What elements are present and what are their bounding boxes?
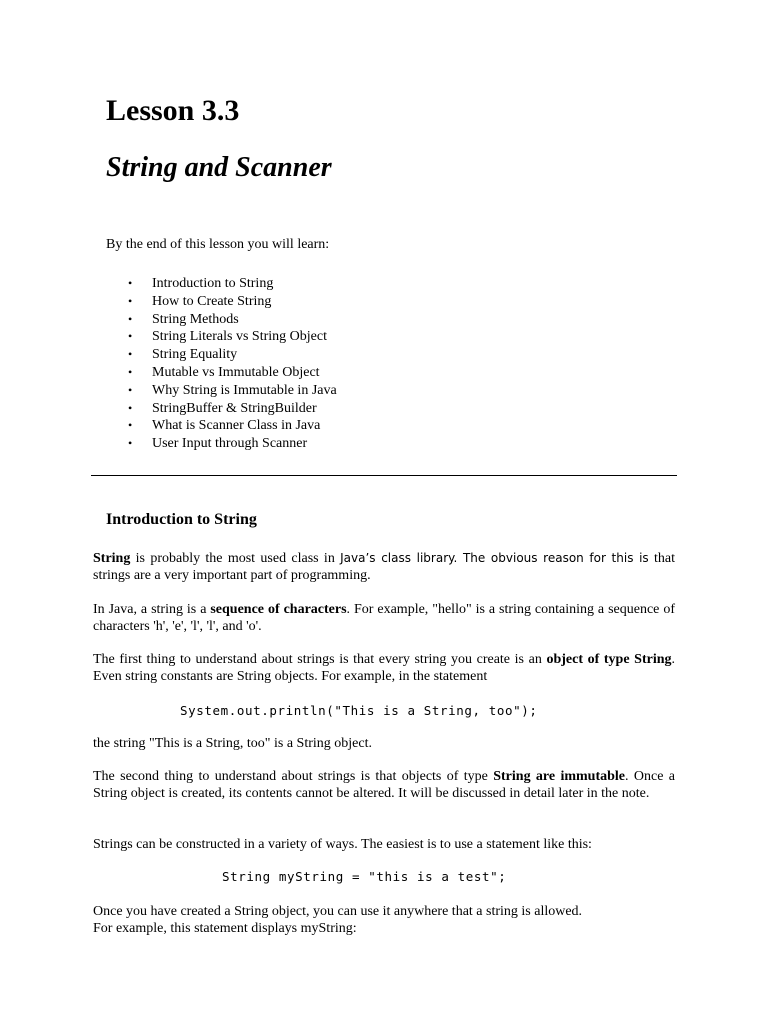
paragraph-3: The first thing to understand about strings is that every string you create is an object of type String. Even string constants are String objects. For example, in the statement [93,652,675,684]
list-item [128,400,337,418]
list-item [128,275,337,293]
list-item-label: Introduction to String [152,276,274,291]
bold-term: object of type String [546,652,672,667]
bold-term: String [93,551,131,566]
code-snippet: System.out.println("This is a String, too"); [180,703,538,718]
paragraph-7: Once you have created a String object, you can use it anywhere that a string is allowed. For example, this statement displays myString: [93,904,583,936]
list-item-label: Why String is Immutable in Java [152,382,337,398]
bullet-icon: • [128,276,133,290]
bullet-icon: • [128,436,133,451]
section-heading: Introduction to String [106,511,257,528]
paragraph-4: the string "This is a String, too" is a String object. [93,736,372,751]
list-item [128,311,337,329]
list-item [128,417,337,435]
bullet-icon: • [128,382,133,397]
bullet-icon: • [128,293,133,308]
list-item [128,364,337,382]
bullet-icon: • [128,311,133,326]
list-item-label: StringBuffer & StringBuilder [152,400,317,416]
paragraph-2: In Java, a string is a sequence of characters. For example, "hello" is a string containing a sequence of characters 'h', 'e', 'l', 'l', and 'o'. [93,602,675,634]
list-item [128,293,337,311]
lesson-title: Lesson 3.3 [106,94,240,127]
horizontal-divider [91,475,677,476]
bold-term: sequence of characters [210,602,347,617]
bold-term: String are immutable [493,769,626,784]
lesson-subtitle: String and Scanner [106,152,332,183]
list-item-label: What is Scanner Class in Java [152,418,321,434]
paragraph-5: The second thing to understand about strings is that objects of type String are immutable. Once a String object is created, its contents cannot be altered. It will be discussed in detail later in the note. [93,769,675,801]
paragraph-6: Strings can be constructed in a variety of ways. The easiest is to use a statement like this: [93,837,592,852]
list-item-label: String Literals vs String Object [152,329,327,345]
bullet-icon: • [128,418,133,433]
code-snippet: String myString = "this is a test"; [222,869,507,884]
list-item [128,346,337,364]
list-item [128,328,337,346]
paragraph-1: String is probably the most used class in Java’s class library. The obvious reason for this is that strings are a very important part of programming. [93,551,675,583]
bullet-icon: • [128,347,133,362]
bullet-icon: • [128,364,133,379]
list-item-label: String Equality [152,347,238,363]
list-item [128,435,337,453]
list-item [128,382,337,400]
bullet-icon: • [128,329,133,344]
list-item-label: String Methods [152,311,239,327]
list-item-label: User Input through Scanner [152,436,308,452]
bullet-icon: • [128,400,133,415]
list-item-label: Mutable vs Immutable Object [152,364,320,380]
objectives-intro: By the end of this lesson you will learn: [106,237,330,252]
list-item-label: How to Create String [152,293,272,309]
objectives-list [128,275,337,453]
